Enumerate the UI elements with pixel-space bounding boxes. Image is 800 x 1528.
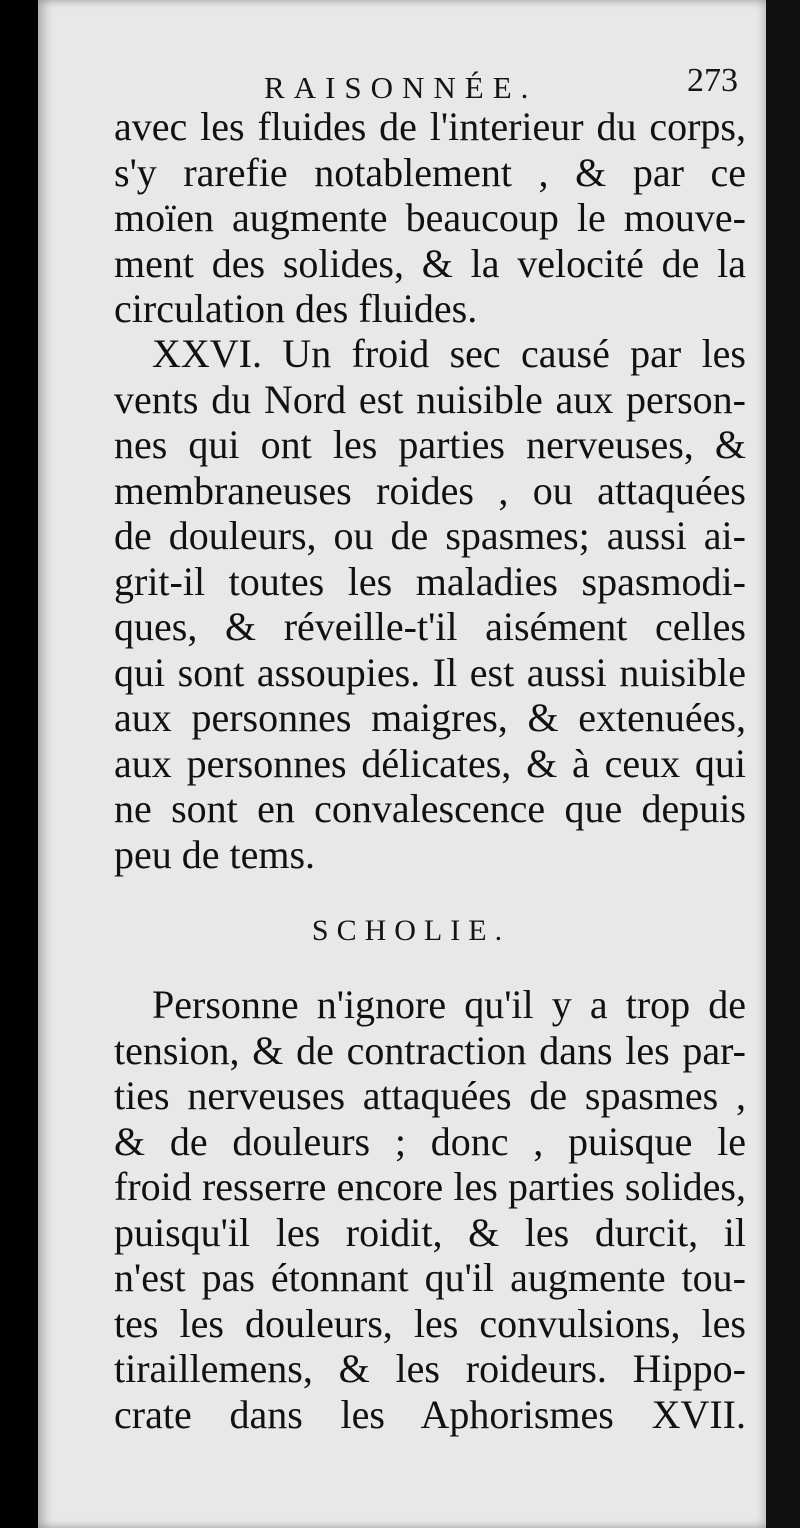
- paragraph-1: [114, 104, 746, 332]
- page-number: 273: [687, 62, 738, 99]
- text-line: vents du Nord est nuisible aux person-: [114, 376, 746, 422]
- text-line: aux personnes délicates, & à ceux qui: [114, 740, 746, 786]
- text-line: nes qui ont les parties nerveuses, &: [114, 422, 746, 467]
- text-line: tension, & de contraction dans les par-: [114, 1027, 746, 1073]
- text-line: & de douleurs ; donc , puisque le: [114, 1118, 746, 1164]
- text-line: ties nerveuses attaquées de spasmes ,: [114, 1073, 746, 1118]
- book-page: [38, 0, 766, 1528]
- text-line: aux personnes maigres, & extenuées,: [114, 695, 746, 740]
- text-line: qui sont assoupies. Il est aussi nuisible: [114, 649, 746, 695]
- section-heading: SCHOLIE.: [311, 914, 511, 947]
- text-line: tiraillemens, & les roideurs. Hippo-: [114, 1346, 746, 1391]
- text-line: crate dans les Aphorismes XVII.: [114, 1391, 746, 1437]
- text-line: s'y rarefie notablement , & par ce: [114, 149, 746, 195]
- text-line: tes les douleurs, les convulsions, les: [114, 1300, 746, 1346]
- text-line: n'est pas étonnant qu'il augmente tou-: [114, 1255, 746, 1300]
- text-line: XXVI. Un froid sec causé par les: [152, 331, 746, 376]
- paragraph-3: [114, 982, 746, 1437]
- text-line: circulation des fluides.: [114, 286, 478, 331]
- text-line: avec les fluides de l'interieur du corps,: [114, 104, 746, 149]
- text-line: peu de tems.: [114, 831, 316, 877]
- text-line: membraneuses roides , ou attaquées: [114, 467, 746, 513]
- text-line: moïen augmente beaucoup le mouve-: [114, 195, 746, 240]
- paragraph-2: [114, 331, 746, 877]
- text-line: grit-il toutes les maladies spasmodi-: [114, 558, 746, 604]
- text-line: ment des solides, & la velocité de la: [114, 240, 746, 286]
- text-line: ques, & réveille-t'il aisément celles: [114, 604, 746, 649]
- running-head: RAISONNÉE.: [264, 70, 538, 105]
- text-line: puisqu'il les roidit, & les durcit, il: [114, 1209, 746, 1255]
- text-line: de douleurs, ou de spasmes; aussi ai-: [114, 513, 746, 558]
- text-line: Personne n'ignore qu'il y a trop de: [152, 982, 746, 1027]
- page-header: [76, 62, 746, 106]
- text-line: ne sont en convalescence que depuis: [114, 786, 746, 831]
- text-line: froid resserre encore les parties solides,: [114, 1164, 746, 1209]
